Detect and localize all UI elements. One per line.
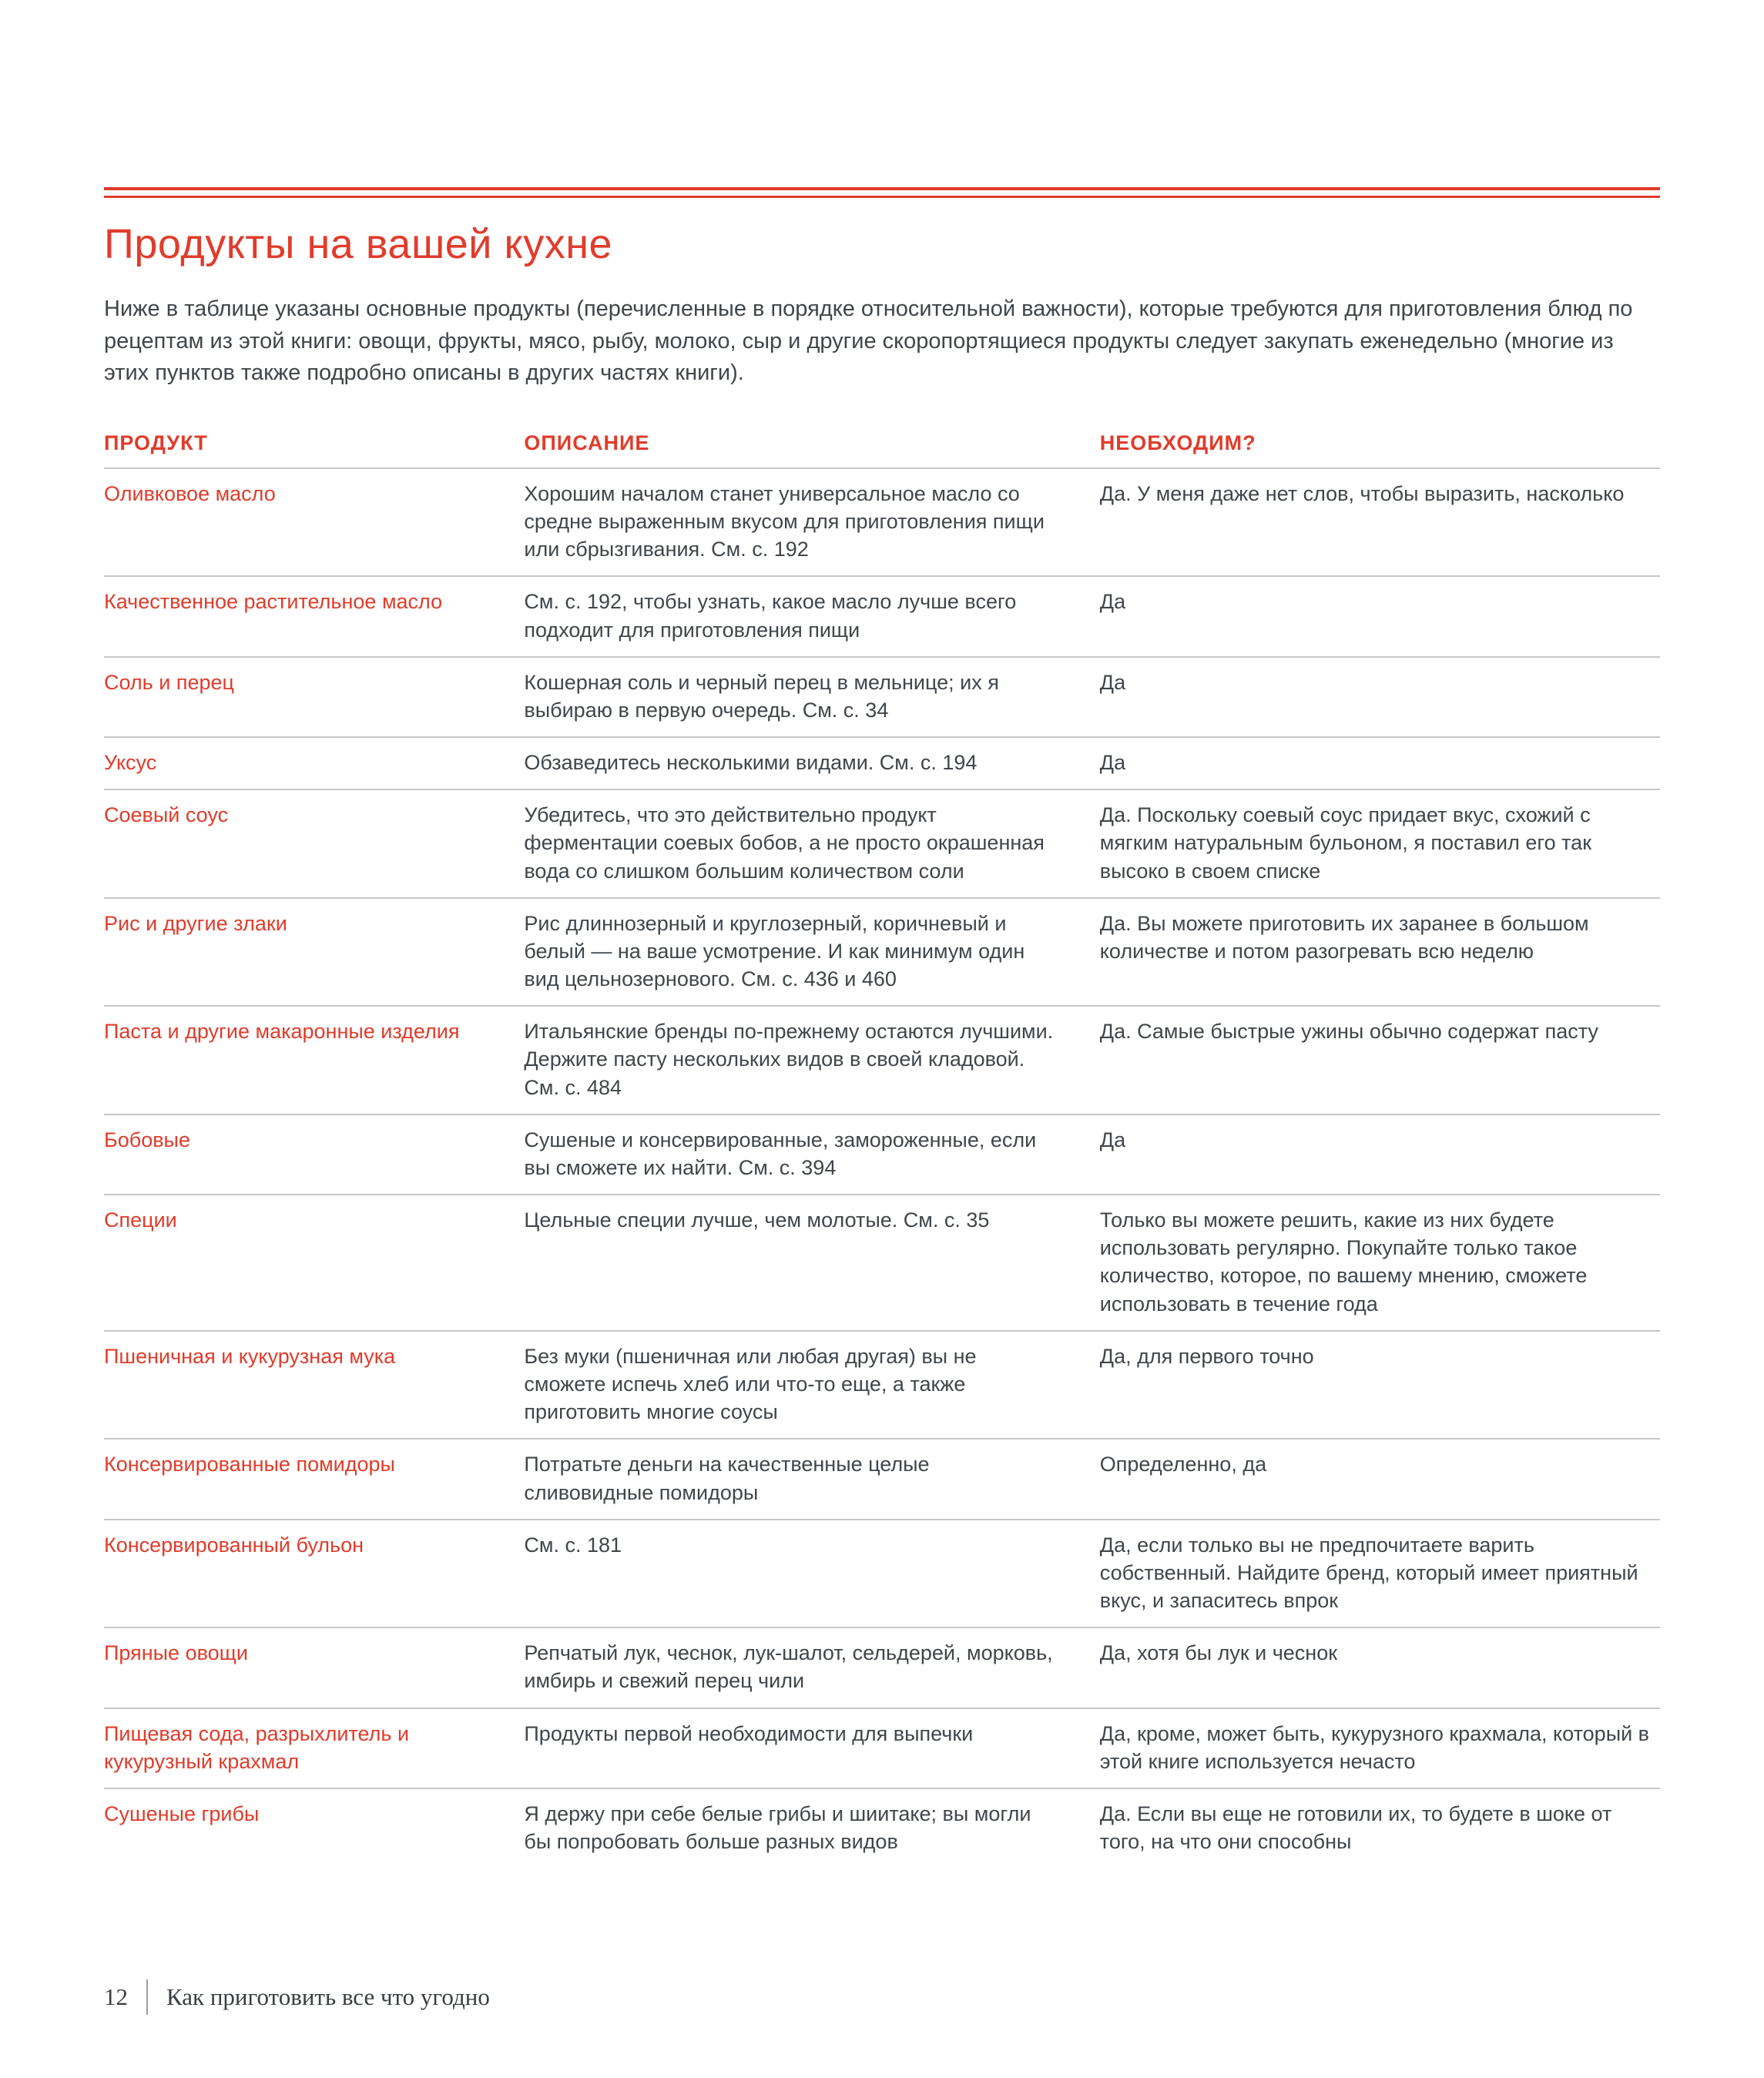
product-cell: Паста и другие макаронные изделия (104, 1020, 460, 1044)
needed-cell: Определенно, да (1099, 1453, 1267, 1476)
table-header-row (104, 431, 1660, 468)
table-row (104, 1194, 1660, 1330)
description-cell: Потратьте деньги на качественные целые сливовидные помидоры (524, 1453, 930, 1504)
product-cell: Консервированные помидоры (104, 1453, 395, 1476)
intro-paragraph: Ниже в таблице указаны основные продукты (перечисленные в порядке относительной важности), которые требуются для приготовления блюд по рецептам из этой книги: овощи, фрукты, мясо, рыбу, молоко, сыр и другие скоропортящиеся продукты следует закупать еженедельно (многие из этих пунктов также подробно описаны в других частях книги). (104, 297, 1633, 386)
needed-cell: Да. Самые быстрые ужины обычно содержат пасту (1099, 1020, 1598, 1044)
column-header-product: ПРОДУКТ (104, 431, 208, 454)
product-cell: Соль и перец (104, 670, 234, 694)
needed-cell: Да, для первого точно (1099, 1344, 1314, 1368)
needed-cell: Да (1099, 1128, 1126, 1151)
product-cell: Бобовые (104, 1128, 190, 1151)
description-cell: Репчатый лук, чеснок, лук-шалот, сельдерей, морковь, имбирь и свежий перец чили (524, 1641, 1053, 1693)
product-cell: Рис и другие злаки (104, 911, 287, 935)
table-row (104, 468, 1660, 576)
table-row (104, 1438, 1660, 1518)
table-row (104, 897, 1660, 1006)
needed-cell: Да (1099, 751, 1126, 775)
product-cell: Специи (104, 1208, 177, 1232)
table-row (104, 736, 1660, 789)
description-cell: Без муки (пшеничная или любая другая) вы не сможете испечь хлеб или что-то еще, а также приготовить многие соусы (524, 1344, 977, 1424)
needed-cell: Да, кроме, может быть, кукурузного крахмала, который в этой книге используется нечасто (1099, 1721, 1650, 1773)
book-title: Как приготовить все что угодно (166, 1983, 490, 2010)
needed-cell: Да. Поскольку соевый соус придает вкус, схожий с мягким натуральным бульоном, я поставил его так высоко в своем списке (1099, 803, 1592, 883)
table-row (104, 575, 1660, 655)
table-row (104, 789, 1660, 897)
description-cell: Цельные специи лучше, чем молотые. См. с. 35 (524, 1208, 990, 1232)
product-cell: Оливковое масло (104, 481, 276, 505)
table-row (104, 1708, 1660, 1788)
page-number: 12 (104, 1983, 128, 2010)
product-cell: Сушеные грибы (104, 1801, 260, 1825)
product-cell: Консервированный бульон (104, 1533, 364, 1557)
table-row (104, 1005, 1660, 1114)
product-cell: Уксус (104, 751, 157, 775)
table-row (104, 1114, 1660, 1194)
needed-cell: Да. Вы можете приготовить их заранее в большом количестве и потом разогревать всю неделю (1099, 911, 1589, 963)
description-cell: Кошерная соль и черный перец в мельнице; их я выбираю в первую очередь. См. с. 34 (524, 670, 999, 722)
description-cell: Обзаведитесь несколькими видами. См. с. 194 (524, 751, 978, 775)
description-cell: См. с. 181 (524, 1533, 622, 1557)
table-row (104, 1519, 1660, 1627)
product-cell: Пшеничная и кукурузная мука (104, 1344, 396, 1368)
needed-cell: Да (1099, 670, 1126, 694)
needed-cell: Да. У меня даже нет слов, чтобы выразить, насколько (1099, 481, 1625, 505)
table-row (104, 1330, 1660, 1439)
table-row (104, 656, 1660, 736)
description-cell: См. с. 192, чтобы узнать, какое масло лучше всего подходит для приготовления пищи (524, 590, 1017, 642)
description-cell: Сушеные и консервированные, замороженные, если вы сможете их найти. См. с. 394 (524, 1128, 1037, 1179)
table-body (104, 468, 1660, 1868)
product-cell: Соевый соус (104, 803, 229, 827)
needed-cell: Да. Если вы еще не готовили их, то будете в шоке от того, на что они способны (1099, 1801, 1612, 1854)
product-cell: Пряные овощи (104, 1641, 248, 1665)
needed-cell: Да, если только вы не предпочитаете варить собственный. Найдите бренд, который имеет приятный вкус, и запаситесь впрок (1099, 1533, 1638, 1613)
description-cell: Хорошим началом станет универсальное масло со средне выраженным вкусом для приготовления пищи или сбрызгивания. См. с. 192 (524, 481, 1045, 561)
description-cell: Рис длиннозерный и круглозерный, коричневый и белый — на ваше усмотрение. И как минимум один вид цельнозернового. См. с. 436 и 460 (524, 911, 1025, 991)
needed-cell: Да, хотя бы лук и чеснок (1099, 1641, 1338, 1665)
column-header-description: ОПИСАНИЕ (524, 431, 650, 454)
column-header-needed: НЕОБХОДИМ? (1099, 431, 1256, 454)
decorative-double-rule (104, 187, 1660, 198)
product-cell: Пищевая сода, разрыхлитель и кукурузный крахмал (104, 1721, 410, 1773)
needed-cell: Только вы можете решить, какие из них будете использовать регулярно. Покупайте только такое количество, которое, по вашему мнению, сможете использовать в течение года (1099, 1208, 1588, 1316)
page-footer (104, 1979, 490, 2015)
description-cell: Итальянские бренды по-прежнему остаются лучшими. Держите пасту нескольких видов в своей кладовой. См. с. 484 (524, 1020, 1054, 1099)
description-cell: Я держу при себе белые грибы и шиитаке; вы могли бы попробовать больше разных видов (524, 1801, 1031, 1854)
description-cell: Убедитесь, что это действительно продукт ферментации соевых бобов, а не просто окрашенная вода со слишком большим количеством соли (524, 803, 1045, 883)
needed-cell: Да (1099, 590, 1126, 614)
page-title: Продукты на вашей кухне (104, 221, 613, 267)
product-cell: Качественное растительное масло (104, 590, 443, 614)
footer-divider (146, 1979, 148, 2015)
table-row (104, 1788, 1660, 1868)
products-table (104, 431, 1660, 1868)
table-row (104, 1627, 1660, 1707)
description-cell: Продукты первой необходимости для выпечки (524, 1721, 974, 1745)
